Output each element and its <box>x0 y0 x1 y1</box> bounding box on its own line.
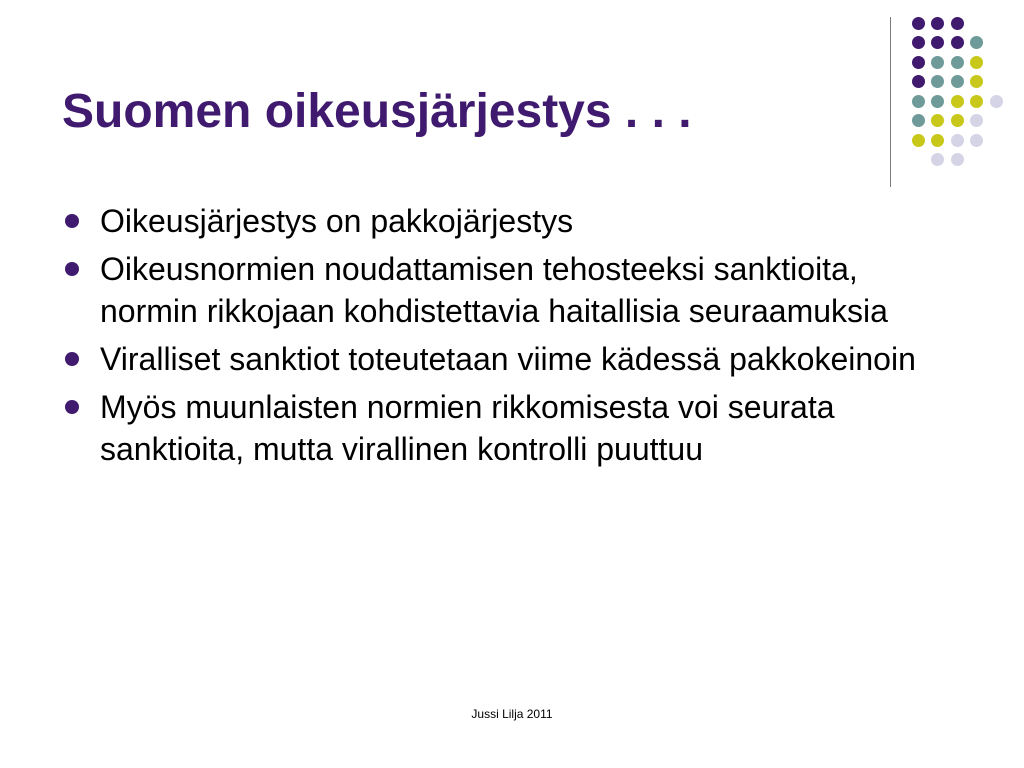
decoration-dot <box>951 114 964 127</box>
decoration-dot <box>912 114 925 127</box>
decoration-dot <box>931 56 944 69</box>
decoration-dot <box>912 75 925 88</box>
bullet-dot-icon <box>65 400 79 414</box>
bullet-item <box>62 386 962 470</box>
decoration-dot <box>912 56 925 69</box>
bullet-dot-icon <box>65 214 79 228</box>
decoration-dot <box>990 95 1003 108</box>
decoration-dot <box>912 134 925 147</box>
title-divider-line <box>890 17 891 187</box>
decoration-dot <box>951 56 964 69</box>
decoration-dot <box>970 95 983 108</box>
bullet-text: Oikeusnormien noudattamisen tehosteeksi sanktioita, normin rikkojaan kohdistettavia haitallisia seuraamuksia <box>100 251 888 329</box>
decoration-dot <box>912 95 925 108</box>
bullet-text: Viralliset sanktiot toteutetaan viime kädessä pakkokeinoin <box>100 341 916 377</box>
decoration-dot <box>931 75 944 88</box>
bullet-text: Myös muunlaisten normien rikkomisesta voi seurata sanktioita, mutta virallinen kontrolli puuttuu <box>100 389 835 467</box>
decoration-dot <box>970 75 983 88</box>
decoration-dot <box>931 134 944 147</box>
decoration-dot <box>951 17 964 30</box>
decoration-dot <box>951 36 964 49</box>
decoration-dot <box>931 17 944 30</box>
decoration-dot <box>912 36 925 49</box>
decoration-dot <box>931 114 944 127</box>
bullet-list <box>62 200 962 476</box>
decoration-dot <box>931 95 944 108</box>
decoration-dot <box>970 36 983 49</box>
decoration-dot <box>951 75 964 88</box>
decoration-dot <box>931 36 944 49</box>
bullet-dot-icon <box>65 352 79 366</box>
decoration-dot <box>912 17 925 30</box>
decoration-dot <box>970 114 983 127</box>
decoration-dot <box>931 153 944 166</box>
bullet-item <box>62 200 962 242</box>
bullet-text: Oikeusjärjestys on pakkojärjestys <box>100 203 574 239</box>
slide-title: Suomen oikeusjärjestys . . . <box>62 85 692 138</box>
bullet-item <box>62 248 962 332</box>
decoration-dot <box>951 95 964 108</box>
bullet-dot-icon <box>65 262 79 276</box>
decoration-dot <box>970 56 983 69</box>
decoration-dot <box>951 134 964 147</box>
decoration-dot <box>951 153 964 166</box>
slide-footer: Jussi Lilja 2011 <box>471 707 553 721</box>
bullet-item <box>62 338 962 380</box>
decoration-dot <box>970 134 983 147</box>
